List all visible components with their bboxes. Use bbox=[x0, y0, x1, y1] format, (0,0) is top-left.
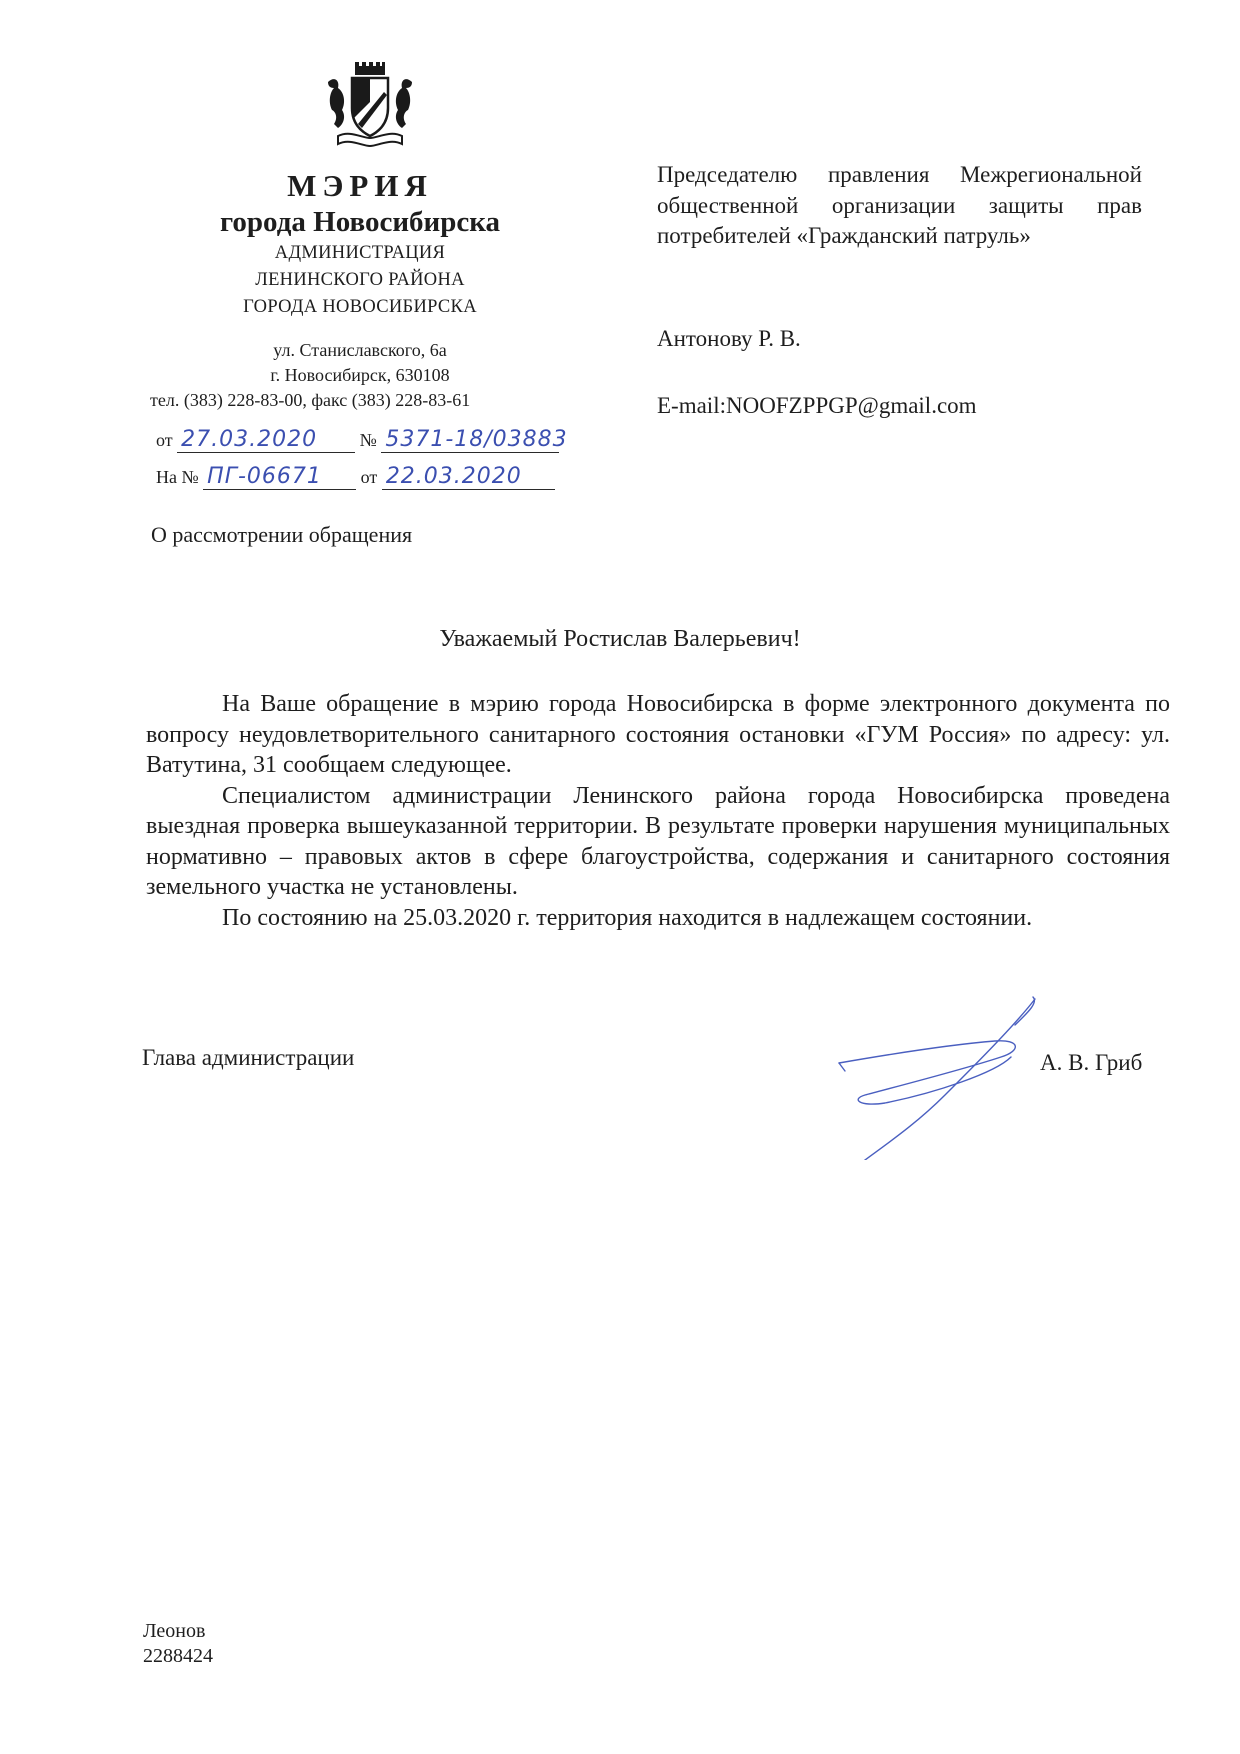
reply-date: 22.03.2020 bbox=[382, 465, 555, 490]
recipient-position: Председателю правления Межрегиональной общественной организации защиты прав потребителей «Гражданский патруль» bbox=[657, 162, 1142, 248]
reply-to-number: ПГ-06671 bbox=[203, 465, 356, 490]
letterhead-admin-line1: АДМИНИСТРАЦИЯ bbox=[274, 243, 446, 263]
outgoing-date: 27.03.2020 bbox=[177, 428, 355, 453]
recipient-name: Антонову Р. В. bbox=[657, 326, 801, 351]
executor-phone: 2288424 bbox=[143, 1645, 213, 1667]
reply-to-label: На № bbox=[156, 467, 199, 487]
letterhead-city: города Новосибирска bbox=[219, 206, 501, 238]
outgoing-registration bbox=[156, 427, 568, 453]
outgoing-number: 5371-18/03883 bbox=[381, 428, 559, 453]
letterhead-city-zip: г. Новосибирск, 630108 bbox=[270, 365, 450, 385]
letterhead-admin-line3: ГОРОДА НОВОСИБИРСКА bbox=[243, 297, 477, 317]
signer-name: А. В. Гриб bbox=[1040, 1050, 1143, 1075]
body-paragraph: По состоянию на 25.03.2020 г. территория находится в надлежащем состоянии. bbox=[222, 904, 1033, 931]
letter-body bbox=[146, 689, 1170, 933]
letterhead-title: МЭРИЯ bbox=[287, 168, 433, 203]
salutation: Уважаемый Ростислав Валерьевич! bbox=[439, 626, 801, 652]
incoming-reference bbox=[156, 465, 555, 490]
executor-name: Леонов bbox=[143, 1620, 206, 1642]
from-label: от bbox=[156, 430, 173, 450]
reply-from-label: от bbox=[360, 467, 378, 487]
body-paragraph: Специалистом администрации Ленинского района города Новосибирска проведена выездная проверка вышеуказанной территории. В результате проверки нарушения муниципальных нормативно – правовых актов в сфере благоустройства, содержания и санитарного состояния земельного участка не установлены. bbox=[146, 782, 1170, 900]
letter-subject: О рассмотрении обращения bbox=[151, 522, 413, 547]
letterhead-street: ул. Станиславского, 6а bbox=[273, 340, 447, 360]
coat-of-arms-icon bbox=[322, 62, 418, 152]
letterhead-admin-line2: ЛЕНИНСКОГО РАЙОНА bbox=[255, 270, 465, 290]
handwritten-signature-icon bbox=[825, 985, 1045, 1160]
number-label: № bbox=[359, 430, 377, 450]
signer-title: Глава администрации bbox=[142, 1045, 355, 1070]
letterhead-contacts: тел. (383) 228-83-00, факс (383) 228-83-61 bbox=[150, 390, 471, 410]
recipient-email: E-mail:NOOFZPPGP@gmail.com bbox=[657, 393, 977, 418]
body-paragraph: На Ваше обращение в мэрию города Новосибирска в форме электронного документа по вопросу неудовлетворительного санитарного состояния остановки «ГУМ Россия» по адресу: ул. Ватутина, 31 сообщаем следующее. bbox=[146, 691, 1170, 778]
